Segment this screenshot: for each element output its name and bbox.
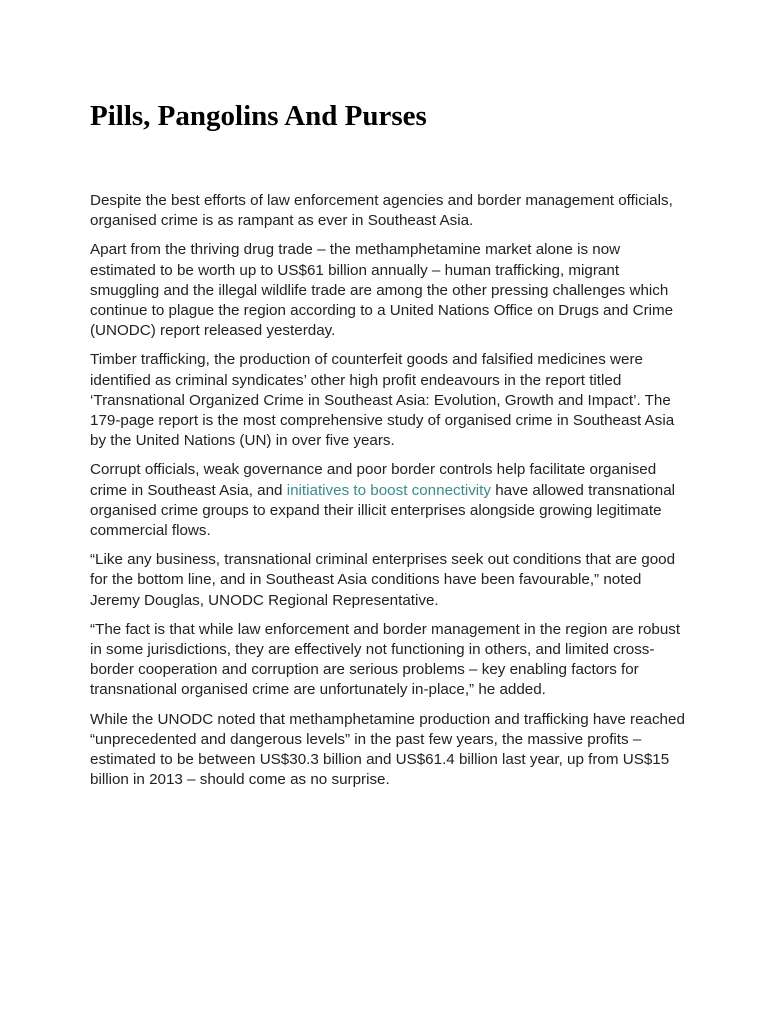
paragraph-douglas-quote: “Like any business, transnational criminal enterprises seek out conditions that are good for the bottom line, and in Southeast Asia conditions have been favourable,” noted Jeremy Douglas, UNODC Regional Representative. bbox=[90, 551, 676, 609]
paragraph-text-before-link: Corrupt officials, weak governance and poor border controls help facilitate organised crime in Southeast Asia, and bbox=[90, 461, 657, 499]
paragraph-text-after-link: have allowed transnational organised crime groups to expand their illicit enterprises alongside growing legitimate commercial flows. bbox=[90, 481, 676, 540]
article-title: Pills, Pangolins And Purses bbox=[90, 100, 427, 132]
paragraph-meth-profits: While the UNODC noted that methamphetamine production and trafficking have reached “unprecedented and dangerous levels” in the past few years, the massive profits – estimated to be between US$30.3 billion and US$61.4 billion last year, up from US$15 billion in 2013 – should come as no surprise. bbox=[90, 710, 685, 789]
paragraph-corrupt-officials bbox=[90, 460, 690, 541]
connectivity-link[interactable]: initiatives to boost connectivity bbox=[286, 481, 491, 499]
paragraph-intro: Despite the best efforts of law enforcement agencies and border management officials, organised crime is as rampant as ever in Southeast Asia. bbox=[90, 192, 673, 230]
article-body bbox=[90, 191, 690, 799]
paragraph-drug-trade: Apart from the thriving drug trade – the methamphetamine market alone is now estimated to be worth up to US$61 billion annually – human trafficking, migrant smuggling and the illegal wildlife trade are among the other pressing challenges which continue to plague the region according to a United Nations Office on Drugs and Crime (UNODC) report released yesterday. bbox=[90, 241, 674, 340]
paragraph-timber-trafficking: Timber trafficking, the production of counterfeit goods and falsified medicines were identified as criminal syndicates’ other high profit endeavours in the report titled ‘Transnational Organized Crime in Southeast Asia: Evolution, Growth and Impact’. The 179-page report is the most comprehensive study of organised crime in Southeast Asia by the United Nations (UN) in over five years. bbox=[90, 351, 675, 450]
paragraph-fact-quote: “The fact is that while law enforcement and border management in the region are robust in some jurisdictions, they are effectively not functioning in others, and limited cross-border cooperation and corruption are serious problems – key enabling factors for transnational organised crime are unfortunately in-place,” he added. bbox=[90, 620, 681, 699]
